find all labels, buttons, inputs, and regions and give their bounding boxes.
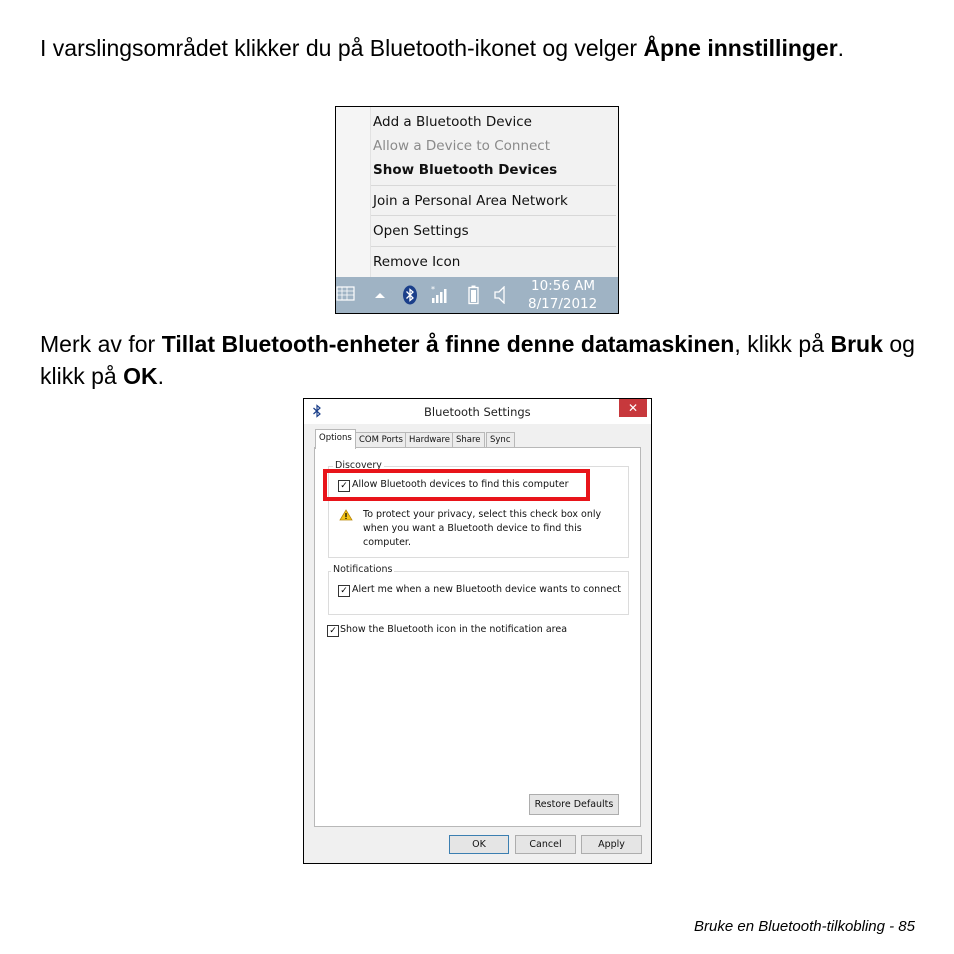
para2-text2: , klikk på bbox=[734, 331, 831, 357]
speaker-icon[interactable] bbox=[494, 286, 508, 304]
menu-item-remove-icon[interactable]: Remove Icon bbox=[373, 254, 461, 270]
notifications-group-label: Notifications bbox=[333, 564, 393, 575]
network-signal-icon[interactable] bbox=[430, 284, 450, 304]
bluetooth-settings-dialog bbox=[303, 398, 652, 864]
taskbar bbox=[336, 277, 618, 313]
instruction-paragraph-2 bbox=[40, 328, 915, 392]
keyboard-icon[interactable] bbox=[336, 284, 356, 304]
highlight-annotation-box bbox=[323, 469, 590, 501]
alert-new-device-label[interactable]: Alert me when a new Bluetooth device wants to connect bbox=[352, 584, 622, 595]
menu-item-show-devices[interactable]: Show Bluetooth Devices bbox=[373, 162, 558, 178]
menu-item-allow-device: Allow a Device to Connect bbox=[373, 138, 551, 154]
context-menu bbox=[336, 107, 618, 277]
alert-new-device-checkbox[interactable]: ✓ bbox=[338, 585, 350, 597]
tab-com-ports[interactable]: COM Ports bbox=[355, 432, 407, 448]
tab-sync[interactable]: Sync bbox=[486, 432, 515, 448]
bluetooth-icon bbox=[312, 404, 322, 418]
para1-text2: . bbox=[837, 35, 845, 61]
close-button[interactable]: ✕ bbox=[619, 399, 647, 417]
tab-share[interactable]: Share bbox=[452, 432, 485, 448]
clock-date[interactable]: 8/17/2012 bbox=[528, 296, 598, 312]
para2-bold-ok: OK bbox=[123, 363, 158, 389]
para1-text1: I varslingsområdet klikker du på Bluetooth-ikonet og velger bbox=[40, 35, 644, 61]
warning-icon bbox=[339, 509, 353, 521]
menu-item-join-pan[interactable]: Join a Personal Area Network bbox=[373, 193, 568, 209]
para2-text1: Merk av for bbox=[40, 331, 162, 357]
restore-defaults-button[interactable]: Restore Defaults bbox=[529, 794, 619, 815]
options-tab-panel bbox=[314, 447, 641, 827]
page-footer: Bruke en Bluetooth-tilkobling - 85 bbox=[694, 918, 915, 935]
apply-button[interactable]: Apply bbox=[581, 835, 642, 854]
menu-separator bbox=[371, 215, 616, 216]
menu-separator bbox=[371, 185, 616, 186]
discovery-group-label: Discovery bbox=[335, 460, 382, 471]
para2-text3: og klikk på bbox=[40, 331, 915, 389]
dialog-titlebar bbox=[304, 399, 651, 424]
instruction-paragraph-1 bbox=[40, 32, 915, 64]
menu-separator bbox=[371, 246, 616, 247]
bluetooth-context-menu-screenshot bbox=[335, 106, 619, 314]
chevron-up-icon[interactable] bbox=[374, 290, 386, 300]
allow-discovery-label[interactable]: Allow Bluetooth devices to find this computer bbox=[352, 479, 569, 490]
tab-hardware[interactable]: Hardware bbox=[405, 432, 454, 448]
bluetooth-icon[interactable] bbox=[402, 285, 418, 305]
show-icon-checkbox[interactable]: ✓ bbox=[327, 625, 339, 637]
para2-bold-apply: Bruk bbox=[830, 331, 883, 357]
clock-time[interactable]: 10:56 AM bbox=[531, 278, 596, 294]
menu-gutter bbox=[336, 107, 371, 277]
privacy-warning-line-1: To protect your privacy, select this check box only bbox=[363, 509, 602, 520]
svg-text:*: * bbox=[431, 285, 435, 294]
para2-bold-allow: Tillat Bluetooth-enheter å finne denne datamaskinen bbox=[161, 331, 735, 357]
battery-icon[interactable] bbox=[468, 285, 480, 305]
privacy-warning-line-3: computer. bbox=[363, 537, 411, 548]
ok-button[interactable]: OK bbox=[449, 835, 509, 854]
show-icon-label[interactable]: Show the Bluetooth icon in the notification area bbox=[340, 624, 568, 635]
menu-item-open-settings[interactable]: Open Settings bbox=[373, 223, 469, 239]
para1-bold-open-settings: Åpne innstillinger bbox=[643, 35, 838, 61]
cancel-button[interactable]: Cancel bbox=[515, 835, 576, 854]
tab-options[interactable]: Options bbox=[315, 429, 356, 449]
privacy-warning-line-2: when you want a Bluetooth device to find this bbox=[363, 523, 582, 534]
menu-item-add-device[interactable]: Add a Bluetooth Device bbox=[373, 114, 532, 130]
para2-text4: . bbox=[157, 363, 164, 389]
allow-discovery-checkbox[interactable]: ✓ bbox=[338, 480, 350, 492]
dialog-title: Bluetooth Settings bbox=[424, 405, 531, 419]
